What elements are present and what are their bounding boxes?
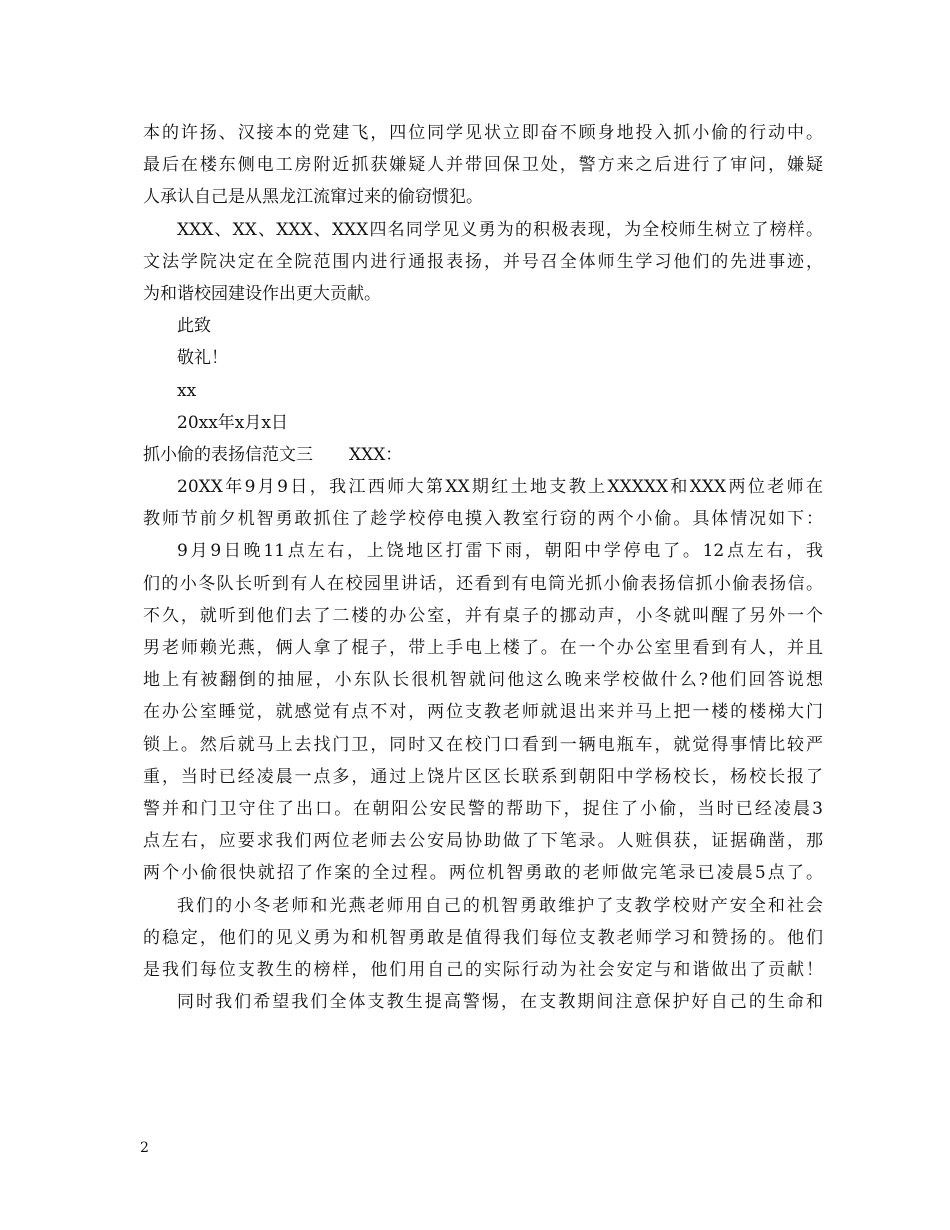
text-line: 不久，就听到他们去了二楼的办公室，并有桌子的挪动声，小冬就叫醒了另外一个	[143, 605, 823, 626]
paragraph-block-2	[143, 471, 823, 1018]
text-line: 人承认自己是从黑龙江流窜过来的偷窃惯犯。	[143, 187, 483, 208]
text-line: 两个小偷很快就招了作案的全过程。两位机智勇敢的老师做完笔录已凌晨5点了。	[143, 863, 823, 884]
text-line: 重，当时已经凌晨一点多，通过上饶片区区长联系到朝阳中学杨校长，杨校长报了	[143, 766, 823, 787]
text-line: 此致	[177, 316, 211, 337]
text-line: 9月9日晚11点左右，上饶地区打雷下雨，朝阳中学停电了。12点左右，我	[177, 541, 823, 562]
text-line: 20xx年x月x日	[177, 412, 288, 433]
text-line: 警并和门卫守住了出口。在朝阳公安民警的帮助下，捉住了小偷，当时已经凌晨3	[143, 798, 823, 819]
text-line: XXX、XX、XXX、XXX四名同学见义勇为的积极表现，为全校师生树立了榜样。	[177, 219, 823, 240]
section-title: 抓小偷的表扬信范文三	[143, 444, 313, 465]
document-body	[143, 117, 823, 1018]
text-line: 锁上。然后就马上去找门卫，同时又在校门口看到一辆电瓶车，就觉得事情比较严	[143, 734, 823, 755]
text-line: 在办公室睡觉，就感觉有点不对，两位支教老师就退出来并马上把一楼的楼梯大门	[143, 702, 823, 723]
text-line: 为和谐校园建设作出更大贡献。	[143, 283, 381, 304]
section-heading-line	[143, 439, 823, 471]
text-line: 文法学院决定在全院范围内进行通报表扬，并号召全体师生学习他们的先进事迹，	[143, 251, 823, 272]
text-line: 敬礼！	[177, 348, 228, 369]
text-line: 教师节前夕机智勇敢抓住了趁学校停电摸入教室行窃的两个小偷。具体情况如下：	[143, 509, 823, 530]
page-number: 2	[140, 1140, 149, 1156]
text-line: 是我们每位支教生的榜样，他们用自己的实际行动为社会安定与和谐做出了贡献！	[143, 959, 823, 980]
text-line: 点左右，应要求我们两位老师去公安局协助做了下笔录。人赃俱获，证据确凿，那	[143, 831, 823, 852]
text-line: 地上有被翻倒的抽屉，小东队长很机智就问他这么晚来学校做什么?他们回答说想	[143, 670, 823, 691]
text-line: xx	[177, 380, 197, 401]
text-line: 最后在楼东侧电工房附近抓获嫌疑人并带回保卫处，警方来之后进行了审问，嫌疑	[143, 155, 823, 176]
text-line: 们的小冬队长听到有人在校园里讲话，还看到有电筒光抓小偷表扬信抓小偷表扬信。	[143, 573, 823, 594]
paragraph-block-1	[143, 117, 823, 439]
section-recipient: XXX：	[349, 444, 403, 465]
text-line: 的稳定，他们的见义勇为和机智勇敢是值得我们每位支教老师学习和赞扬的。他们	[143, 927, 823, 948]
text-line: 我们的小冬老师和光燕老师用自己的机智勇敢维护了支教学校财产安全和社会	[177, 895, 823, 916]
text-line: 20XX年9月9日，我江西师大第XX期红土地支教上XXXXX和XXX两位老师在	[177, 477, 823, 498]
text-line: 男老师赖光燕，俩人拿了棍子，带上手电上楼了。在一个办公室里看到有人，并且	[143, 638, 823, 658]
text-line: 同时我们希望我们全体支教生提高警惕，在支教期间注意保护好自己的生命和	[177, 992, 823, 1013]
text-line: 本的许扬、汉接本的党建飞，四位同学见状立即奋不顾身地投入抓小偷的行动中。	[143, 123, 823, 143]
